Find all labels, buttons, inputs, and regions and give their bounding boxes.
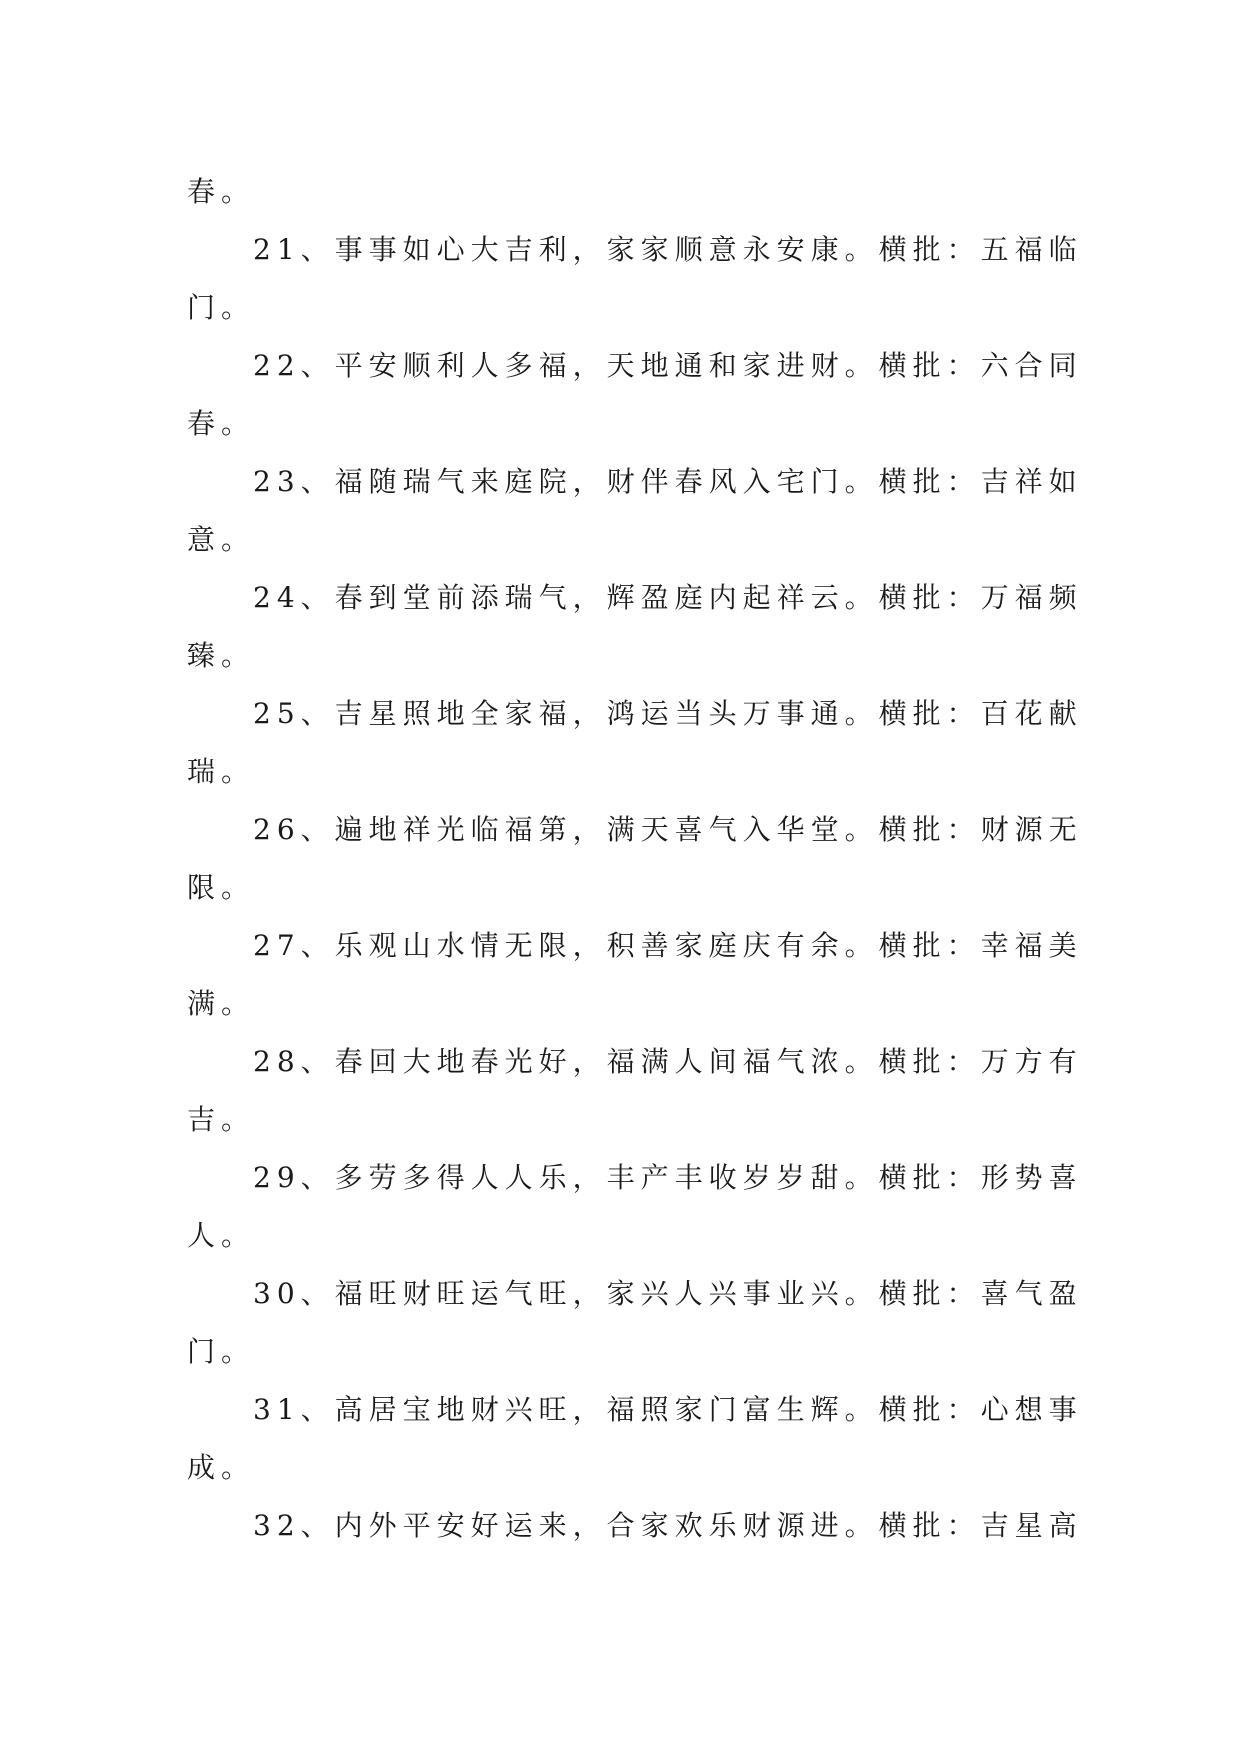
couplet-line: 26、遍地祥光临福第，满天喜气入华堂。横批：财源无: [253, 813, 1083, 846]
couplet-line: 30、福旺财旺运气旺，家兴人兴事业兴。横批：喜气盈: [253, 1277, 1083, 1310]
text-line: 臻。: [187, 639, 256, 672]
couplet-line: 29、多劳多得人人乐，丰产丰收岁岁甜。横批：形势喜: [253, 1161, 1083, 1194]
text-line: 吉。: [187, 1103, 256, 1136]
couplet-line: 32、内外平安好运来，合家欢乐财源进。横批：吉星高: [253, 1509, 1083, 1542]
couplet-line: 24、春到堂前添瑞气，辉盈庭内起祥云。横批：万福频: [253, 581, 1083, 614]
couplet-line: 23、福随瑞气来庭院，财伴春风入宅门。横批：吉祥如: [253, 465, 1083, 498]
couplet-line: 25、吉星照地全家福，鸿运当头万事通。横批：百花献: [253, 697, 1083, 730]
text-line: 春。: [187, 407, 256, 440]
text-line: 限。: [187, 871, 256, 904]
text-line: 春。: [187, 175, 256, 208]
text-line: 成。: [187, 1451, 256, 1484]
text-line: 门。: [187, 291, 256, 324]
text-line: 满。: [187, 987, 256, 1020]
couplet-line: 28、春回大地春光好，福满人间福气浓。横批：万方有: [253, 1045, 1083, 1078]
text-line: 人。: [187, 1219, 256, 1252]
couplet-line: 31、高居宝地财兴旺，福照家门富生辉。横批：心想事: [253, 1393, 1083, 1426]
couplet-text-block: [187, 163, 1083, 1555]
text-line: 门。: [187, 1335, 256, 1368]
text-line: 瑞。: [187, 755, 256, 788]
couplet-line: 21、事事如心大吉利，家家顺意永安康。横批：五福临: [253, 233, 1083, 266]
text-line: 意。: [187, 523, 256, 556]
couplet-line: 22、平安顺利人多福，天地通和家进财。横批：六合同: [253, 349, 1083, 382]
couplet-line: 27、乐观山水情无限，积善家庭庆有余。横批：幸福美: [253, 929, 1083, 962]
